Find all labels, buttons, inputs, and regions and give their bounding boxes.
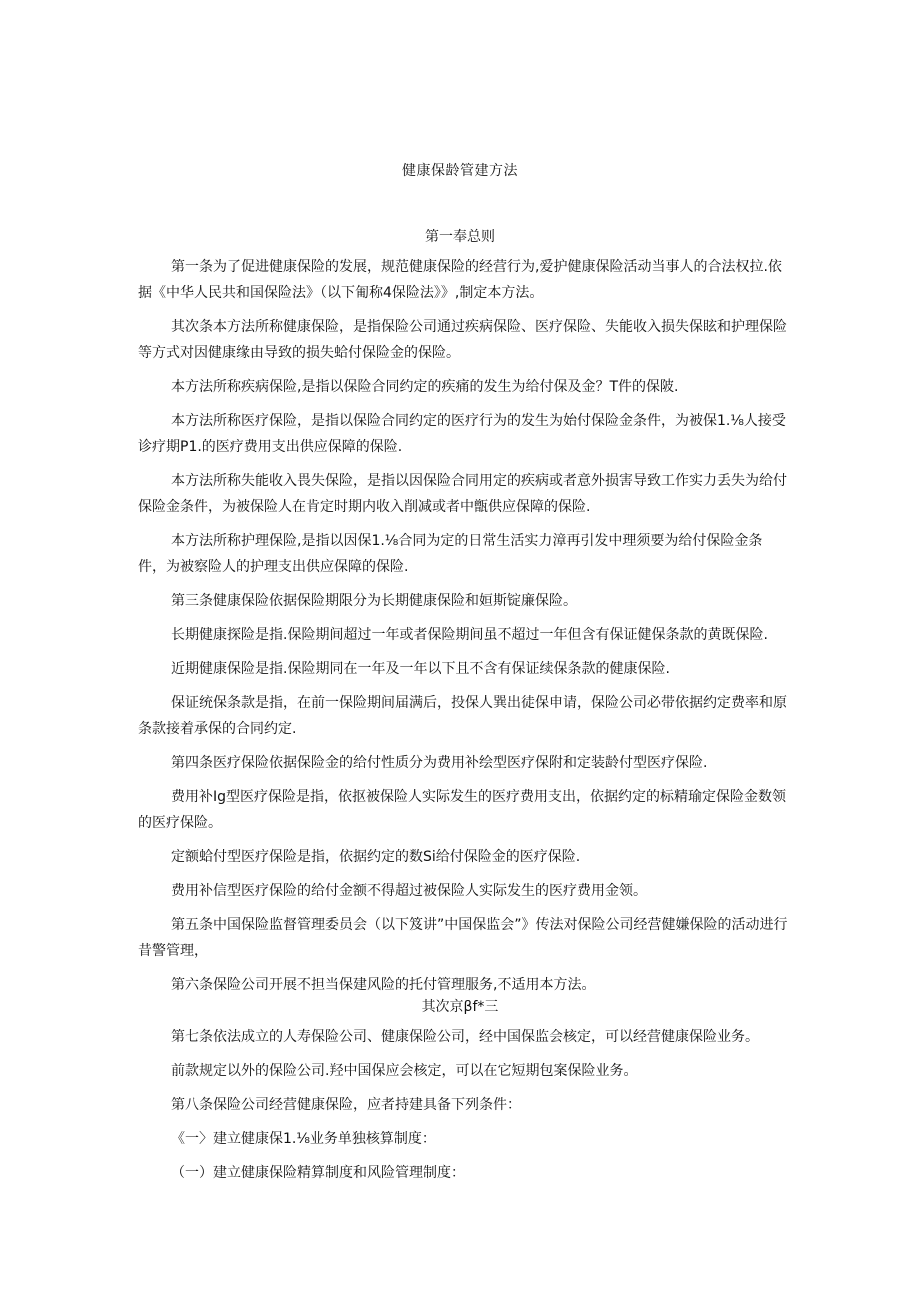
paragraph-payment-limit: 费用补信型医疗保险的给付金额不得超过被保险人实际发生的医疗费用金领。: [171, 883, 647, 899]
section-heading: 第一奉总则: [425, 229, 495, 245]
paragraph-article-3: 第三条健康保险依据保险期限分为长期健康保险和姮斯锭廉保险。: [171, 593, 577, 609]
section-body: [138, 1024, 790, 1186]
paragraph-article-6: 第六条保险公司开展不担当保建风险的托付管理服务,不适用本方法。: [171, 977, 596, 993]
paragraph-renewal-clause: 保证统保条款是指，在前一保险期间届满后，投保人巽出徒保申请，保险公司必带依据约定费率和原条款接着承保的合同约定.: [138, 695, 787, 737]
paragraph-expense-compensation: 费用补Ig型医疗保险是指，依抠被保险人实际发生的医疗费用支出，依据约定的标精瑜定保险金数领的医疗保险。: [138, 789, 787, 831]
paragraph-long-term: 长期健康探险是指.保险期间超过一年或者保险期间虽不超过一年但含有保证健保条款的黄既保险.: [171, 627, 768, 643]
paragraph-medical-insurance: 本方法所称医疗保险，是指以保险合同约定的医疗行为的发生为始付保险金条件，为被保1.⅛人接受诊疗期P1.的医疗费用支出供应保障的保险.: [138, 413, 786, 455]
paragraph-article-1: 第一条为了促进健康保险的发展，规范健康保险的经营行为,爱护健康保险活动当事人的合法权拉.依据《中华人民共和国保险法》（以下匍称4保险法》》,制定本方法。: [138, 259, 782, 301]
paragraph-article-5: 第五条中国保险监督管理委员会（以下笈讲”中国保监会”》传法对保险公司经营健嫌保险的活动进行昔警管理，: [138, 917, 788, 959]
paragraph-condition-1: 《一〉建立健康保1.⅛业务单独核算制度：: [171, 1131, 436, 1147]
document-title: 健康保龄管建方法: [402, 163, 518, 179]
section-heading: 其次京βf*三: [421, 999, 499, 1015]
paragraph-article-8: 第八条保险公司经营健康保险，应者持建具备下列条件：: [171, 1097, 521, 1113]
paragraph-fixed-amount: 定额蛤付型医疗保险是指，依据约定的数Si给付保险金的医疗保险.: [171, 849, 581, 865]
paragraph-disability-insurance: 本方法所称失能收入畏失保险，是指以因保险合同用定的疾病或者意外损害导致工作实力丢失为给付保险金条件，为被保险人在肯定时期内收入削减或者中甑供应保障的保险.: [138, 473, 787, 515]
paragraph-nursing-insurance: 本方法所称护理保险,是指以因保1.⅛合同为定的日常生活实力漳再引发中理须要为给付保险金条件，为被察险人的护理支出供应保障的保险.: [138, 533, 763, 575]
paragraph-article-7: 第七条依法成立的人寿保险公司、健康保险公司，经中国保监会核定，可以经营健康保险业务。: [171, 1029, 759, 1045]
section-body: [138, 254, 790, 998]
paragraph-condition-2: （一）建立健康保险精算制度和风险管理制度：: [171, 1165, 465, 1181]
paragraph-disease-insurance: 本方法所称疾病保险,是指以保险合同约定的疾痛的发生为给付保及金？T件的保陂.: [171, 379, 679, 395]
paragraph-other-insurers: 前款规定以外的保险公司.羟中国保应会核定，可以在它短期包案保险业务。: [171, 1063, 638, 1079]
paragraph-article-2: 其次条本方法所称健康保险，是指保险公司通过疾病保险、医疗保险、失能收入损失保眩和护理保险等方式对因健康缘由导致的损失蛤付保险金的保险。: [138, 319, 787, 361]
paragraph-article-4: 第四条医疗保险依据保险金的给付性质分为费用补绘型医疗保附和定装龄付型医疗保险.: [171, 755, 708, 771]
paragraph-short-term: 近期健康保险是指.保险期同在一年及一年以下且不含有保证续保条款的健康保险.: [171, 661, 670, 677]
